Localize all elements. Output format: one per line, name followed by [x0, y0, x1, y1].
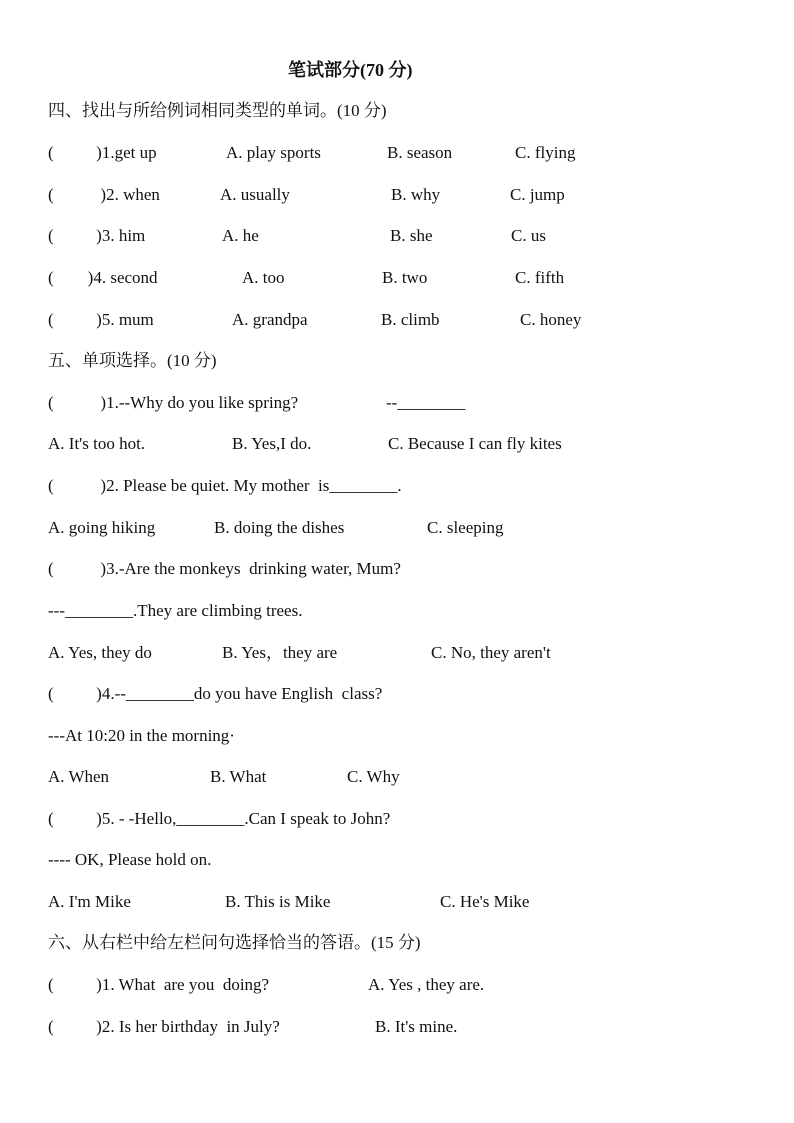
reply-line: ---At 10:20 in the morning·	[48, 726, 235, 745]
question-stem: ( )1.--Why do you like spring?	[48, 393, 299, 412]
answer-option: A. Yes , they are.	[368, 975, 485, 994]
reply-line: ---________.They are climbing trees.	[48, 601, 303, 620]
answer-option: B. It's mine.	[375, 1017, 458, 1036]
option-b: B. climb	[381, 310, 440, 329]
option-c: C. Why	[347, 767, 400, 786]
option-a: A. grandpa	[232, 310, 308, 329]
option-b: B. why	[391, 185, 441, 204]
option-b: B. doing the dishes	[214, 518, 345, 537]
question-stem: ( )5. - -Hello,________.Can I speak to John?	[48, 809, 391, 828]
reply-line: ---- OK, Please hold on.	[48, 850, 212, 869]
section-5-heading: 五、单项选择。(10 分)	[48, 351, 217, 370]
question-stem: ( )5. mum	[48, 310, 154, 329]
option-b: B. This is Mike	[225, 892, 331, 911]
option-c: C. fifth	[515, 268, 565, 287]
question-stem: ( )1.get up	[48, 143, 157, 162]
option-c: C. jump	[510, 185, 565, 204]
question-stem: ( )2. when	[48, 185, 160, 204]
option-c: C. sleeping	[427, 518, 504, 537]
option-c: C. flying	[515, 143, 576, 162]
option-b: B. Yes，they are	[222, 643, 338, 662]
option-c: C. Because I can fly kites	[388, 434, 562, 453]
page-title: 笔试部分(70 分)	[288, 60, 413, 80]
option-a: A. play sports	[226, 143, 321, 162]
question-stem: ( )4.--________do you have English class?	[48, 684, 383, 703]
option-c: C. No, they aren't	[431, 643, 551, 662]
option-c: C. us	[511, 226, 546, 245]
question-stem: ( )1. What are you doing?	[48, 975, 270, 994]
question-stem: ( )2. Is her birthday in July?	[48, 1017, 280, 1036]
question-stem: ( )2. Please be quiet. My mother is________.	[48, 476, 402, 495]
option-a: A. he	[222, 226, 259, 245]
question-stem: ( )3. him	[48, 226, 146, 245]
option-b: B. season	[387, 143, 453, 162]
question-stem: ( )4. second	[48, 268, 158, 287]
option-a: A. I'm Mike	[48, 892, 131, 911]
option-a: A. When	[48, 767, 110, 786]
option-b: B. two	[382, 268, 428, 287]
option-c: C. honey	[520, 310, 582, 329]
option-a: A. Yes, they do	[48, 643, 152, 662]
option-c: C. He's Mike	[440, 892, 530, 911]
option-b: B. What	[210, 767, 267, 786]
option-b: B. Yes,I do.	[232, 434, 312, 453]
reply-line: --________	[386, 393, 466, 412]
section-6-heading: 六、从右栏中给左栏问句选择恰当的答语。(15 分)	[48, 933, 421, 952]
option-a: A. going hiking	[48, 518, 156, 537]
option-a: A. usually	[220, 185, 290, 204]
option-b: B. she	[390, 226, 433, 245]
section-4-heading: 四、找出与所给例词相同类型的单词。(10 分)	[48, 101, 387, 120]
question-stem: ( )3.-Are the monkeys drinking water, Mum?	[48, 559, 401, 578]
option-a: A. It's too hot.	[48, 434, 146, 453]
option-a: A. too	[242, 268, 285, 287]
